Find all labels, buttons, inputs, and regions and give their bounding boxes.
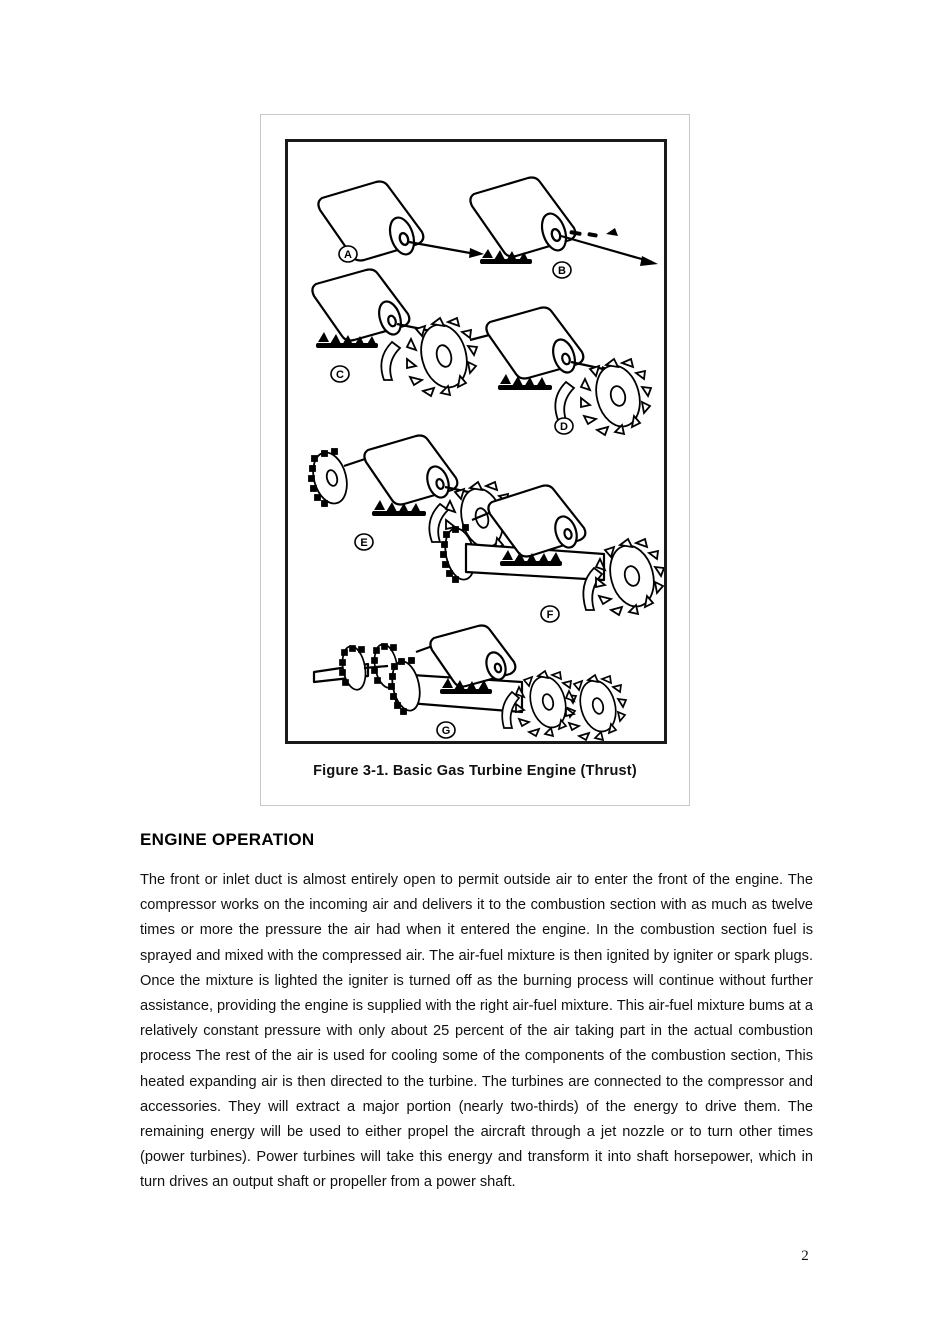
figure-panel-g (310, 620, 640, 742)
airflow-arrow (381, 342, 400, 380)
panel-label-a (339, 246, 357, 262)
figure-caption: Figure 3-1. Basic Gas Turbine Engine (Thrust) (313, 763, 637, 779)
section-heading: ENGINE OPERATION (140, 830, 315, 849)
svg-text:E: E (360, 537, 368, 549)
panel-label-e (355, 534, 373, 550)
svg-text:G: G (441, 725, 451, 737)
figure-panel-b (466, 166, 661, 278)
svg-text:B: B (558, 265, 566, 277)
compressor-wheel (308, 449, 352, 508)
figure-panel-c (308, 262, 493, 402)
svg-text:C: C (336, 369, 344, 381)
figure-image-frame (285, 139, 667, 744)
body-text-column (140, 868, 813, 1196)
svg-text:D: D (560, 421, 568, 433)
body-paragraph: The front or inlet duct is almost entirely open to permit outside air to enter the front of the engine. The compressor works on the incoming air and delivers it to the combustion section with as much as twelve times or more the pressure the air had when it entered the engine. In the combustion section fuel is sprayed and mixed with the compressed air. The air-fuel mixture is then ignited by igniter or spark plugs. Once the mixture is lighted the igniter is turned off as the burning process will continue without further assistance, providing the engine is supplied with the right air-fuel mixture. This air-fuel mixture bums at a relatively constant pressure with only about 25 percent of the air taking part in the actual combustion process The rest of the air is used for cooling some of the components of the combustion section, This heated expanding air is then directed to the turbine. The turbines are connected to the compressor and accessories. They will extract a major portion (nearly two-thirds) of the energy to drive them. The remaining energy will be used to either propel the aircraft through a jet nozzle or to turn other times (power turbines). Power turbines will take this energy and transform it into shaft horsepower, which in turn drives an output shaft or propeller from a power shaft. (140, 872, 813, 1191)
turbine-wheel (596, 539, 664, 615)
page-number: 2 (801, 1248, 809, 1264)
figure-panel-a (314, 170, 489, 270)
svg-text:A: A (344, 249, 352, 261)
turbine-wheel (407, 318, 477, 396)
panel-label-d (555, 418, 573, 434)
figure-panel-f (436, 472, 664, 632)
airflow-arrow (555, 382, 574, 420)
turbine-wheel (516, 671, 576, 736)
figure-block (260, 114, 690, 806)
svg-text:F: F (546, 609, 554, 621)
panel-label-c (331, 366, 349, 382)
turbine-wheel (566, 675, 626, 740)
panel-label-g (437, 722, 455, 738)
compressor-wheel (388, 658, 424, 714)
figure-panel-d (468, 300, 658, 440)
panel-label-b (553, 262, 571, 278)
turbine-wheel (581, 359, 651, 435)
